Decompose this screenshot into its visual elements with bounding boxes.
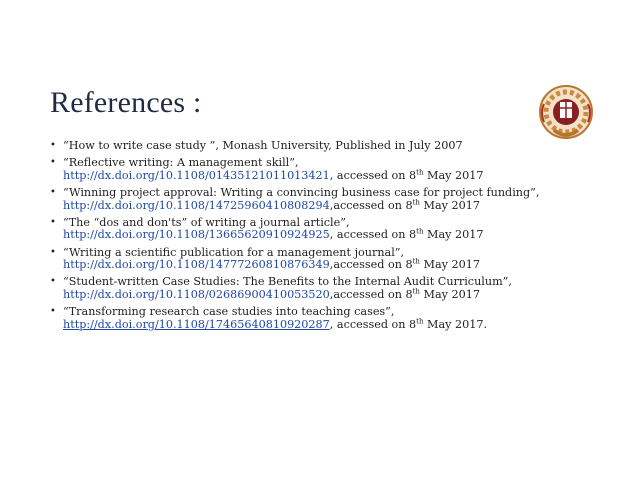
list-item: • “The “dos and don'ts” of writing a journal article”, http://dx.doi.org/10.1108/13665620910924925, accessed on 8th May 2017 <box>50 215 484 242</box>
reference-accessed: , accessed on 8 <box>329 168 417 182</box>
reference-text: “Reflective writing: A management skill”, <box>63 156 299 170</box>
reference-text: “The “dos and don'ts” of writing a journal article”, <box>63 215 350 229</box>
reference-date: May 2017 <box>419 258 480 272</box>
reference-date: May 2017 <box>419 287 480 301</box>
reference-date: May 2017 <box>423 168 484 182</box>
doi-link[interactable]: http://dx.doi.org/10.1108/17465640810920287 <box>63 317 330 331</box>
reference-text: “Transforming research case studies into teaching cases”, <box>63 305 395 319</box>
ordinal-suffix: th <box>412 257 420 266</box>
reference-date: May 2017 <box>419 198 480 212</box>
doi-link[interactable]: http://dx.doi.org/10.1108/13665620910924925 <box>63 228 330 242</box>
list-item: • “Student-written Case Studies: The Benefits to the Internal Audit Curriculum”, http://dx.doi.org/10.1108/02686900410053520,accessed on 8th May 2017 <box>50 275 512 301</box>
university-crest-icon <box>534 82 598 146</box>
list-item: • “Reflective writing: A management skill”, http://dx.doi.org/10.1108/01435121011013421, accessed on 8th May 2017 <box>50 156 484 182</box>
doi-link[interactable]: http://dx.doi.org/10.1108/01435121011013421 <box>63 168 330 182</box>
doi-link[interactable]: http://dx.doi.org/10.1108/02686900410053520 <box>63 287 330 301</box>
list-item: • “How to write case study ”, Monash University, Published in July 2007 <box>50 139 463 152</box>
reference-text: “Student-written Case Studies: The Benefits to the Internal Audit Curriculum”, <box>63 275 512 289</box>
doi-link[interactable]: http://dx.doi.org/10.1108/14777260810876349 <box>63 258 330 272</box>
slide-title: References : <box>50 86 202 119</box>
reference-accessed: ,accessed on 8 <box>329 287 413 301</box>
list-item: • “Winning project approval: Writing a convincing business case for project funding”, http://dx.doi.org/10.1108/14725960410808294,accessed on 8th May 2017 <box>50 185 540 212</box>
list-item: • “Writing a scientific publication for a management journal”, http://dx.doi.org/10.1108/14777260810876349,accessed on 8th May 2017 <box>50 245 480 272</box>
list-item: • “Transforming research case studies into teaching cases”, http://dx.doi.org/10.1108/17465640810920287, accessed on 8th May 2017. <box>50 305 488 331</box>
ordinal-suffix: th <box>416 316 424 325</box>
reference-accessed: ,accessed on 8 <box>329 198 413 212</box>
reference-text: “Writing a scientific publication for a management journal”, <box>63 245 405 259</box>
ordinal-suffix: th <box>416 168 424 177</box>
reference-date: May 2017 <box>423 228 484 242</box>
reference-accessed: , accessed on 8 <box>329 317 417 331</box>
reference-text: “How to write case study ”, Monash University, Published in July 2007 <box>63 139 463 152</box>
ordinal-suffix: th <box>412 287 420 296</box>
ordinal-suffix: th <box>412 197 420 206</box>
reference-text: “Winning project approval: Writing a convincing business case for project funding”, <box>63 185 540 199</box>
doi-link[interactable]: http://dx.doi.org/10.1108/14725960410808294 <box>63 198 330 212</box>
reference-date: May 2017. <box>423 317 488 331</box>
ordinal-suffix: th <box>416 227 424 236</box>
reference-list <box>50 140 598 336</box>
reference-accessed: , accessed on 8 <box>329 228 417 242</box>
reference-accessed: ,accessed on 8 <box>329 258 413 272</box>
